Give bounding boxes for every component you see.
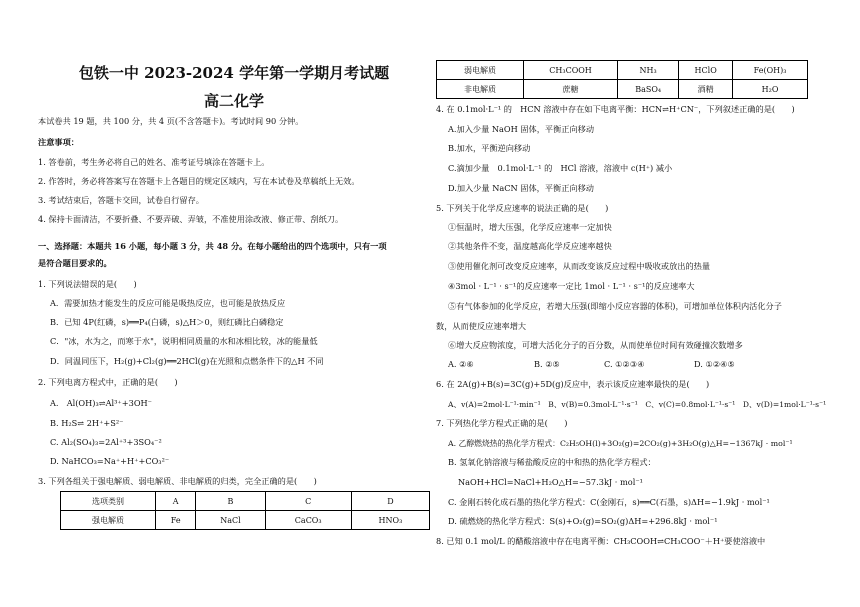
table-cell: 酒精 (679, 80, 733, 99)
question-4-option: C.滴加少量 0.1mol·L⁻¹ 的 HCl 溶液，溶液中 c(H⁺) 减小 (448, 163, 673, 173)
table-cell: 弱电解质 (437, 61, 524, 80)
note-item: 4. 保持卡面清洁，不要折叠、不要弄破、弄皱，不准使用涂改液、修正带、刮纸刀。 (38, 214, 344, 224)
question-1-option: D．同温同压下，H₂(g)+Cl₂(g)══2HCl(g)在光照和点燃条件下的△H 不同 (50, 356, 324, 366)
table-header-cell: D (351, 492, 429, 511)
question-2-option: D. NaHCO₃=Na⁺+H⁺+CO₃²⁻ (50, 456, 170, 466)
question-4-stem: 4. 在 0.1mol·L⁻¹ 的 HCN 溶液中存在如下电离平衡：HCN⇌H⁺CN⁻，下列叙述正确的是( ) (436, 104, 795, 114)
table-cell: 蔗糖 (524, 80, 618, 99)
section-heading: 一、选择题：本题共 16 小题，每小题 3 分，共 48 分。在每小题给出的四个选项中，只有一项 (38, 241, 387, 251)
note-item: 1. 答卷前，考生务必将自己的姓名、准考证号填涂在答题卡上。 (38, 157, 270, 167)
question-2-stem: 2. 下列电离方程式中，正确的是( ) (38, 377, 178, 387)
table-header-cell: 选项类别 (61, 492, 156, 511)
question-5-statement: ①恒温时，增大压强，化学反应速率一定加快 (448, 222, 612, 232)
question-2-option: C. Al₂(SO₄)₃=2Al⁺³+3SO₄⁻² (50, 437, 162, 447)
question-1-option: C．"冰，水为之，而寒于水"，说明相同质量的水和冰相比较，冰的能量低 (50, 336, 318, 346)
classification-table-part2 (436, 60, 808, 99)
question-5-option: A. ②⑥ (448, 359, 474, 369)
table-row (61, 511, 430, 530)
question-5-statement: 数，从而使反应速率增大 (436, 321, 527, 331)
question-7-option: C. 金刚石转化成石墨的热化学方程式：C(金刚石，s)══C(石墨，s)ΔH=−1.9kJ · mol⁻¹ (448, 497, 770, 507)
table-cell: Fe (156, 511, 196, 530)
question-5-option: B. ②⑤ (534, 359, 560, 369)
table-cell: NaCl (196, 511, 265, 530)
exam-subject: 高二化学 (203, 92, 264, 110)
question-4-option: A.加入少量 NaOH 固体，平衡正向移动 (448, 124, 595, 134)
question-1-option: A．需要加热才能发生的反应可能是吸热反应，也可能是放热反应 (50, 298, 286, 308)
table-cell: HNO₃ (351, 511, 429, 530)
question-6-options: A、v(A)=2mol·L⁻¹·min⁻¹ B、v(B)=0.3mol·L⁻¹·s⁻¹ C、v(C)=0.8mol·L⁻¹·s⁻¹ D、v(D)=1mol·L⁻¹·s⁻¹ (448, 400, 827, 409)
table-cell: 非电解质 (437, 80, 524, 99)
question-5-statement: ④3mol · L⁻¹ · s⁻¹的反应速率一定比 1mol · L⁻¹ · s⁻¹的反应速率大 (448, 281, 695, 291)
question-5-statement: ②其他条件不变，温度越高化学反应速率越快 (448, 241, 612, 251)
table-row (437, 80, 808, 99)
table-row (61, 492, 430, 511)
table-cell: Fe(OH)₃ (733, 61, 808, 80)
question-5-stem: 5. 下列关于化学反应速率的说法正确的是( ) (436, 203, 609, 213)
question-5-option: C. ①②③④ (604, 359, 645, 369)
classification-table-part1 (60, 491, 430, 530)
question-7-option: B. 氢氧化钠溶液与稀盐酸反应的中和热的热化学方程式： (448, 457, 656, 467)
question-7-stem: 7. 下列热化学方程式正确的是( ) (436, 418, 568, 428)
table-cell: H₂O (733, 80, 808, 99)
note-item: 3. 考试结束后，答题卡交回，试卷自行留存。 (38, 195, 204, 205)
question-3-stem: 3. 下列各组关于强电解质、弱电解质、非电解质的归类，完全正确的是( ) (38, 476, 317, 486)
table-cell: 强电解质 (61, 511, 156, 530)
question-6-stem: 6. 在 2A(g)+B(s)=3C(g)+5D(g)反应中，表示该反应速率最快的是( ) (436, 379, 710, 389)
notes-title: 注意事项： (38, 137, 79, 147)
question-4-option: B.加水，平衡逆向移动 (448, 143, 531, 153)
question-5-statement: ③使用催化剂可改变反应速率，从而改变该反应过程中吸收或放出的热量 (448, 261, 711, 271)
question-2-option: A. Al(OH)₃⇌Al³⁺+3OH⁻ (50, 398, 152, 408)
table-header-cell: B (196, 492, 265, 511)
table-cell: BaSO₄ (618, 80, 679, 99)
question-5-statement: ⑤有气体参加的化学反应，若增大压强(即缩小反应容器的体积)，可增加单位体积内活化分子 (448, 301, 782, 311)
question-7-option: D. 硫燃烧的热化学方程式：S(s)+O₂(g)=SO₂(g)ΔH=+296.8kJ · mol⁻¹ (448, 516, 718, 526)
question-7-option: A. 乙醇燃烧热的热化学方程式：C₂H₅OH(l)+3O₂(g)=2CO₂(g)+3H₂O(g)△H=−1367kJ · mol⁻¹ (448, 439, 793, 448)
table-header-cell: C (265, 492, 351, 511)
table-cell: CaCO₃ (265, 511, 351, 530)
question-5-option: D. ①②④⑤ (694, 359, 735, 369)
question-7-equation: NaOH+HCl=NaCl+H₂O△H=−57.3kJ · mol⁻¹ (458, 477, 643, 487)
exam-title: 包铁一中 2023-2024 学年第一学期月考试题 (78, 64, 390, 82)
question-1-option: B．已知 4P(红磷，s)══P₄(白磷，s)△H＞0，则红磷比白磷稳定 (50, 317, 284, 327)
question-8-stem: 8. 已知 0.1 mol/L 的醋酸溶液中存在电离平衡：CH₃COOH⇌CH₃COO⁻＋H⁺要使溶液中 (436, 536, 766, 546)
note-item: 2. 作答时，务必将答案写在答题卡上各题目的规定区域内，写在本试卷及草稿纸上无效。 (38, 176, 360, 186)
table-cell: CH₃COOH (524, 61, 618, 80)
table-header-cell: A (156, 492, 196, 511)
table-cell: NH₃ (618, 61, 679, 80)
question-4-option: D.加入少量 NaCN 固体，平衡正向移动 (448, 183, 594, 193)
question-2-option: B. H₂S⇌ 2H⁺+S²⁻ (50, 418, 124, 428)
question-5-statement: ⑥增大反应物浓度，可增大活化分子的百分数，从而使单位时间有效碰撞次数增多 (448, 340, 743, 350)
intro-text: 本试卷共 19 题，共 100 分，共 4 页(不含答题卡)。考试时间 90 分钟。 (38, 116, 304, 126)
table-cell: HClO (679, 61, 733, 80)
section-heading: 是符合题目要求的。 (38, 258, 112, 268)
question-1-stem: 1. 下列说法错误的是( ) (38, 279, 137, 289)
table-row (437, 61, 808, 80)
